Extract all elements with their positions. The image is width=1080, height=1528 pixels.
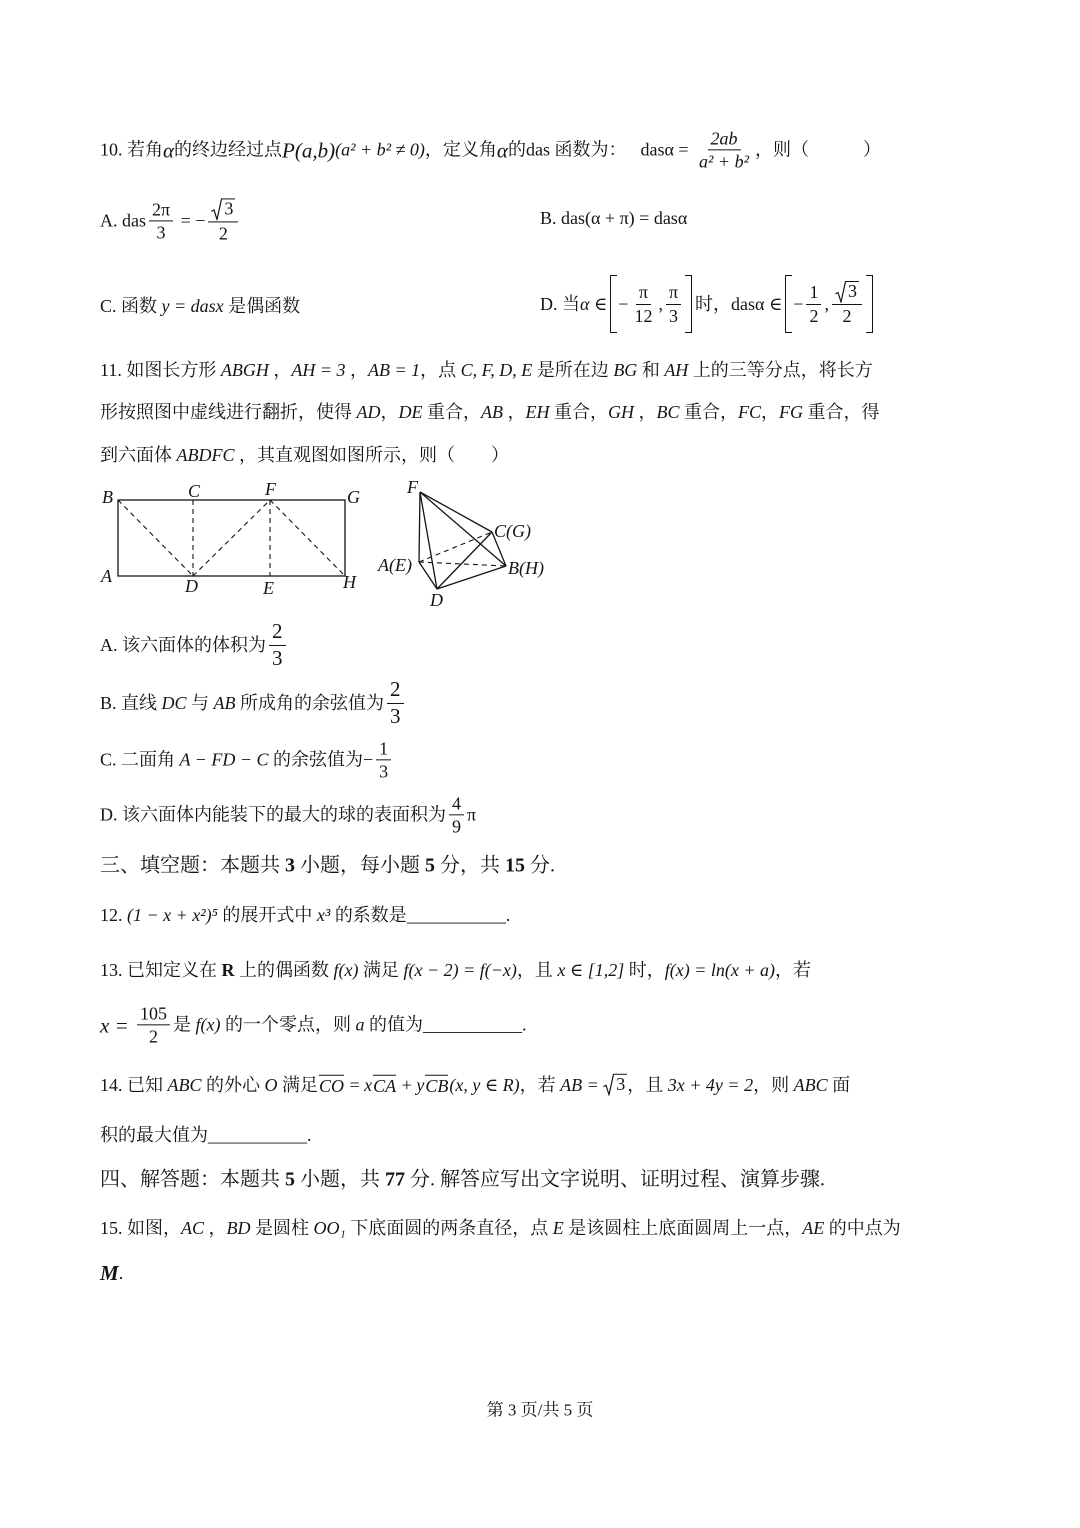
q11-math: BG: [613, 359, 638, 380]
q10-point: P(a,b): [282, 137, 336, 162]
q11-text: 重合，: [422, 401, 481, 422]
section-3-heading: [100, 854, 555, 879]
q13-text: ，若: [774, 959, 811, 980]
q11-text: ，: [634, 401, 657, 422]
q10-option-c: [100, 295, 300, 318]
q14-math: ABC: [167, 1074, 202, 1095]
section-4-heading: [100, 1168, 825, 1193]
q13-math: f(x − 2) = f(−x): [403, 959, 517, 980]
fraction-numerator: π: [636, 282, 651, 304]
period: .: [118, 1262, 124, 1283]
label-g: G: [347, 487, 360, 507]
q14-math: (x, y ∈ R): [449, 1074, 520, 1095]
fraction: [449, 793, 464, 836]
q11-text: ，: [345, 359, 368, 380]
q11-math: ABGH: [220, 359, 269, 380]
answer-blank: ___________: [422, 1014, 522, 1035]
q10-b-expression: das(α + π) = dasα: [561, 207, 688, 228]
q13-text: 的一个零点，则: [220, 1014, 356, 1035]
question-13-line-2: [100, 1003, 526, 1046]
q12-number: 12.: [100, 904, 127, 925]
comma: ,: [824, 293, 829, 314]
comma: ,: [658, 293, 663, 314]
section-total: 15: [505, 854, 525, 877]
fraction: [832, 281, 862, 326]
fraction-numerator: 105: [137, 1003, 170, 1025]
q11-number: 11.: [100, 359, 122, 380]
page-number: 第 3 页/共 5 页: [486, 1400, 594, 1420]
q13-text: 的值为: [364, 1014, 423, 1035]
q11-text: 和: [637, 359, 665, 380]
q10-d-text: 时，: [695, 293, 732, 314]
q11-text: ，: [380, 401, 399, 422]
q15-math: BD: [226, 1217, 251, 1238]
fraction: [269, 620, 286, 670]
q13-math: a: [355, 1014, 365, 1035]
q14-text: 已知: [122, 1074, 168, 1095]
q14-math: AB =: [560, 1074, 604, 1095]
section-points: 5: [425, 854, 435, 877]
q11-math: AH: [664, 359, 689, 380]
fraction-denominator: 2: [809, 305, 819, 326]
q10-c-expression: y = dasx: [161, 295, 224, 316]
option-label: A.: [100, 634, 122, 655]
fold-line-bd: [118, 500, 193, 576]
q13-math: f(x): [333, 959, 359, 980]
fraction-numerator: 2: [387, 678, 404, 704]
q15-number: 15.: [100, 1217, 123, 1238]
radicand: 3: [616, 1074, 626, 1094]
q14-math: O: [264, 1074, 278, 1095]
fraction: [149, 199, 173, 242]
q15-point-m: M: [100, 1260, 119, 1285]
edge-fa: [419, 492, 420, 562]
q15-text: 的中点为: [824, 1217, 901, 1238]
label-h: H: [343, 572, 356, 592]
q15-math: AE: [802, 1217, 825, 1238]
question-14-line-2: [100, 1124, 312, 1147]
square-root: [835, 281, 859, 303]
fold-line-df: [193, 500, 270, 576]
section-text: 分，共: [435, 854, 505, 877]
fraction-denominator: a² + b²: [699, 151, 749, 172]
q11-math: AD: [356, 401, 381, 422]
option-label: C.: [100, 295, 122, 316]
q11-math: ABDFC: [176, 444, 235, 465]
period: .: [505, 904, 511, 925]
fraction-numerator: 2ab: [708, 128, 741, 150]
fraction: [631, 282, 655, 325]
radicand: 3: [224, 198, 234, 219]
edge-fd: [420, 492, 437, 589]
question-14-line-1: [100, 1074, 850, 1097]
minus-sign: −: [618, 293, 629, 314]
radical-sign-icon: [211, 198, 222, 220]
closed-interval: [785, 275, 873, 333]
minus-sign: −: [362, 749, 374, 770]
q11-math: FG: [779, 401, 804, 422]
q13-math: f(x) = ln(x + a): [664, 959, 775, 980]
fraction-denominator: 3: [156, 222, 166, 243]
label-d-solid: D: [430, 590, 443, 610]
question-13-line-1: [100, 959, 811, 982]
q11-text: ，: [503, 401, 526, 422]
q11-option-d: [100, 793, 476, 836]
q10-text: 的das 函数为：: [507, 139, 627, 160]
q14-math: ABC: [793, 1074, 828, 1095]
q11-text: ，: [761, 401, 780, 422]
q14-text: ，则: [753, 1074, 794, 1095]
q14-math: y: [416, 1074, 425, 1095]
q14-math: x: [364, 1074, 373, 1095]
q11-a-text: 该六面体的体积为: [122, 634, 266, 655]
q11-b-text: 与: [186, 692, 214, 713]
fraction-numerator: 4: [449, 793, 464, 815]
fraction: [387, 678, 404, 728]
q14-text: ，若: [519, 1074, 561, 1095]
q10-c-text: 函数: [121, 295, 162, 316]
fraction-denominator: 3: [272, 645, 283, 670]
q10-alpha: α: [496, 137, 508, 162]
label-c-g: C(G): [494, 521, 531, 541]
q11-b-text: 所成角的余弦值为: [235, 692, 385, 713]
q11-math: DE: [398, 401, 423, 422]
q14-math: 3x + 4y = 2: [667, 1074, 754, 1095]
option-label: D.: [540, 293, 562, 314]
q11-text: 重合，得: [803, 401, 880, 422]
q13-text: 时，: [624, 959, 665, 980]
section-count: 5: [285, 1168, 295, 1191]
edge-fc: [420, 492, 492, 532]
q11-math: AB: [481, 401, 503, 422]
fraction-denominator: 2: [149, 1026, 158, 1047]
section-text: 分. 解答应写出文字说明、证明过程、演算步骤.: [405, 1168, 825, 1191]
pi-symbol: π: [467, 804, 477, 825]
q13-text: 是: [173, 1014, 196, 1035]
q11-text: 重合，: [549, 401, 608, 422]
question-11-stem-line-2: [100, 401, 880, 424]
fraction-denominator: 2: [218, 223, 228, 244]
section-text: 三、填空题：本题共: [100, 854, 285, 877]
q13-reals: R: [221, 959, 235, 980]
q11-b-text: 直线: [121, 692, 162, 713]
q11-text: ，其直观图如图所示，则（ ）: [234, 444, 509, 465]
option-label: A.: [100, 210, 122, 231]
q11-option-a: [100, 620, 289, 670]
minus-sign: −: [793, 293, 804, 314]
q10-text: 的终边经过点: [174, 139, 283, 160]
question-12: [100, 904, 510, 927]
q14-text: 满足: [277, 1074, 318, 1095]
q10-text: 若角: [122, 139, 163, 160]
q11-b-math: AB: [213, 692, 236, 713]
fraction-denominator: 2: [842, 306, 852, 327]
q11-b-math: DC: [161, 692, 187, 713]
q10-d-expression: dasα ∈: [731, 293, 783, 314]
q13-lhs: x =: [100, 1012, 134, 1037]
fraction-numerator: 2π: [149, 199, 173, 221]
label-a: A: [101, 566, 112, 586]
q14-text: 面: [827, 1074, 851, 1095]
label-d: D: [185, 576, 198, 596]
q11-math: AB = 1: [367, 359, 421, 380]
label-e: E: [263, 578, 274, 598]
q11-math: BC: [656, 401, 680, 422]
vector-cb: CB: [425, 1075, 449, 1096]
q11-math: AH = 3: [291, 359, 346, 380]
q14-text: 的外心: [201, 1074, 265, 1095]
q11-c-math: A − FD − C: [179, 749, 269, 770]
answer-blank: ___________: [406, 904, 506, 925]
q15-math: E: [552, 1217, 564, 1238]
fraction-numerator: 1: [376, 738, 391, 760]
fold-line-fh: [270, 500, 345, 576]
q11-math: GH: [608, 401, 634, 422]
section-text: 四、解答题：本题共: [100, 1168, 285, 1191]
answer-blank: ___________: [208, 1124, 307, 1145]
period: .: [307, 1124, 312, 1145]
fraction-numerator: [208, 198, 238, 222]
q12-term: x³: [316, 904, 331, 925]
q10-a-equals: = −: [176, 210, 206, 231]
q15-math: AC: [181, 1217, 205, 1238]
radical-sign-icon: [835, 281, 846, 303]
fraction-numerator: [832, 281, 862, 305]
fraction: [208, 198, 238, 243]
q10-alpha: α: [163, 137, 175, 162]
label-b: B: [102, 487, 113, 507]
q10-d-text: 当: [562, 293, 580, 314]
vector-ca: CA: [373, 1075, 397, 1096]
option-label: D.: [100, 804, 122, 825]
q10-text: ，定义角: [424, 139, 497, 160]
q10-option-b: [540, 207, 687, 230]
fraction-numerator: 1: [806, 282, 821, 304]
question-15-line-2: [100, 1260, 123, 1286]
q11-text: 重合，: [679, 401, 739, 422]
label-a-e: A(E): [378, 555, 412, 575]
fraction-numerator: 2: [269, 620, 286, 646]
fraction: [806, 282, 821, 325]
q10-das-fraction: [696, 128, 752, 171]
q12-text: 的展开式中: [217, 904, 317, 925]
q11-option-c: [100, 738, 394, 781]
q11-text: ，: [268, 359, 292, 380]
q10-condition: (a² + b² ≠ 0): [335, 139, 425, 160]
fraction: [137, 1003, 170, 1046]
vector-co: CO: [319, 1075, 345, 1096]
q12-expression: (1 − x + x²)⁵: [127, 904, 218, 925]
q13-text: 上的偶函数: [234, 959, 334, 980]
section-text: 分.: [525, 854, 555, 877]
q13-text: 已知定义在: [122, 959, 222, 980]
q11-figure: [90, 470, 570, 620]
q10-text: ，则（ ）: [754, 139, 881, 160]
fraction-denominator: 3: [390, 703, 401, 728]
label-f: F: [265, 479, 276, 499]
q11-math: FC: [738, 401, 762, 422]
fraction-denominator: 12: [634, 305, 653, 326]
q11-c-text: 二面角: [121, 749, 180, 770]
q11-d-text: 该六面体内能装下的最大的球的表面积为: [122, 804, 446, 825]
q15-math: OO₁: [313, 1217, 346, 1238]
section-total: 77: [385, 1168, 405, 1191]
question-11-stem-line-1: [100, 359, 873, 382]
q13-text: 满足: [358, 959, 404, 980]
section-text: 小题，每小题: [295, 854, 425, 877]
q11-text: 如图长方形: [121, 359, 221, 380]
q10-option-a: [100, 198, 241, 243]
period: .: [521, 1014, 527, 1035]
q15-text: 是圆柱: [250, 1217, 314, 1238]
q13-math: x ∈ [1,2]: [557, 959, 625, 980]
section-count: 3: [285, 854, 295, 877]
square-root: [603, 1074, 627, 1096]
plus-sign: +: [397, 1074, 417, 1095]
fraction: [376, 738, 391, 781]
radicand: 3: [847, 281, 857, 302]
q13-math: f(x): [195, 1014, 221, 1035]
label-f-solid: F: [407, 477, 418, 497]
q14-text: 积的最大值为: [100, 1124, 208, 1145]
q10-c-text: 是偶函数: [223, 295, 301, 316]
q10-das-lhs: dasα =: [640, 139, 694, 160]
equals-sign: =: [345, 1074, 365, 1095]
square-root: [211, 198, 235, 220]
question-11-stem-line-3: [100, 444, 509, 467]
option-label: B.: [540, 207, 562, 228]
q11-text: 上的三等分点，将长方: [688, 359, 873, 380]
fraction-numerator: π: [666, 282, 681, 304]
q11-text: 到六面体: [100, 444, 177, 465]
fraction-denominator: 9: [452, 816, 461, 837]
fraction: [666, 282, 681, 325]
label-b-h: B(H): [508, 558, 544, 578]
section-text: 小题，共: [295, 1168, 385, 1191]
q13-number: 13.: [100, 959, 123, 980]
label-c: C: [188, 481, 201, 501]
q14-text: ，且: [627, 1074, 668, 1095]
option-label: C.: [100, 749, 122, 770]
q10-option-d: [540, 275, 876, 333]
q14-number: 14.: [100, 1074, 123, 1095]
q10-number: 10.: [100, 139, 123, 160]
radical-sign-icon: [603, 1074, 614, 1096]
q11-math: EH: [525, 401, 550, 422]
fraction-denominator: 3: [379, 761, 389, 782]
q11-text: 形按照图中虚线进行翻折，使得: [100, 401, 357, 422]
q15-text: 如图，: [122, 1217, 181, 1238]
q12-text: 的系数是: [330, 904, 407, 925]
q10-d-expression: α ∈: [580, 293, 608, 314]
q11-text: ，点: [420, 359, 461, 380]
q15-text: 下底面圆的两条直径，点: [345, 1217, 553, 1238]
q11-text: 是所在边: [532, 359, 614, 380]
fraction-denominator: 3: [668, 305, 678, 326]
q13-text: ，且: [516, 959, 558, 980]
q11-c-text: 的余弦值为: [268, 749, 363, 770]
option-label: B.: [100, 692, 122, 713]
question-15-line-1: [100, 1217, 901, 1240]
question-10-stem: [100, 128, 881, 171]
q10-a-das: das: [122, 210, 146, 231]
closed-interval: [610, 275, 692, 333]
q15-text: ，: [204, 1217, 227, 1238]
q11-option-b: [100, 678, 407, 728]
q11-math: C, F, D, E: [460, 359, 533, 380]
q15-text: 是该圆柱上底面圆周上一点，: [563, 1217, 803, 1238]
